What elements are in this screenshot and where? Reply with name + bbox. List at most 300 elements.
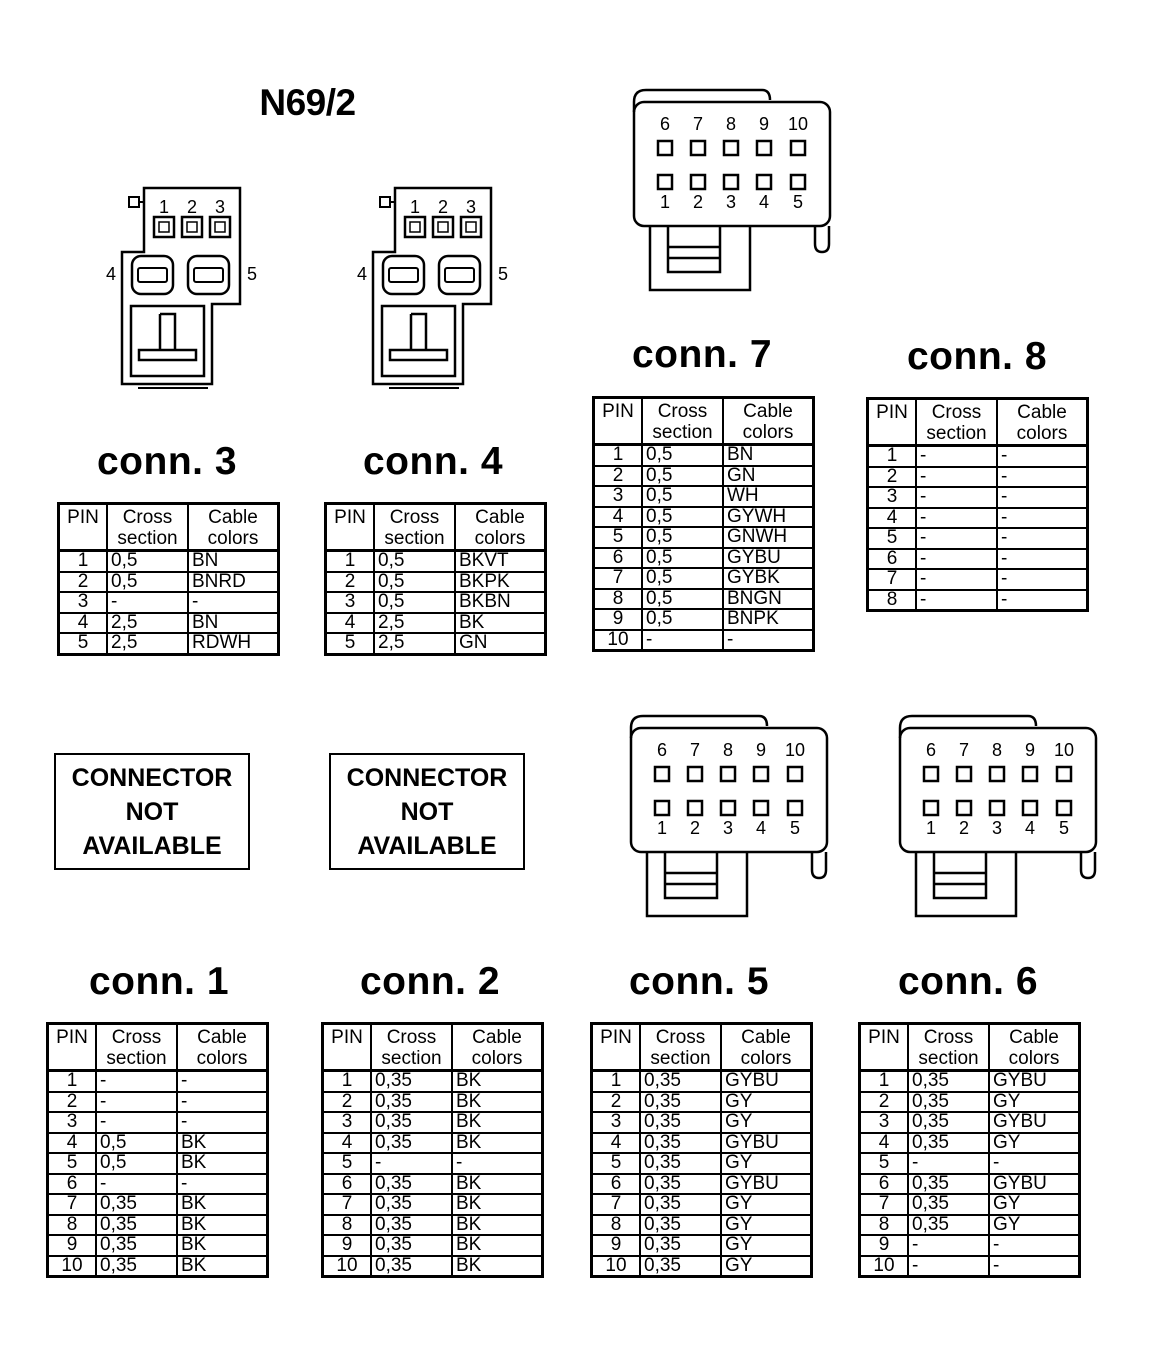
conn6-title: conn. 6 xyxy=(897,960,1039,1003)
cable-color-cell: - xyxy=(997,590,1088,611)
cable-color-cell: BK xyxy=(177,1256,268,1277)
cable-colors-header xyxy=(723,398,814,445)
pin-socket xyxy=(724,141,738,155)
pin-cell: 7 xyxy=(592,1194,641,1215)
cross-section-cell: 0,5 xyxy=(642,568,723,589)
pin-header-line: PIN xyxy=(600,1027,632,1048)
pin-number-label: 9 xyxy=(758,114,770,134)
pin-socket-inner xyxy=(466,222,476,232)
conn7-title: conn. 7 xyxy=(631,333,773,376)
cable-color-cell: GYBU xyxy=(721,1071,812,1092)
pin-number-label: 7 xyxy=(692,114,704,134)
cable-colors-header-line: colors xyxy=(742,422,794,443)
pin-number-label: 5 xyxy=(497,264,509,284)
cross-section-cell: - xyxy=(916,467,997,488)
pin-cell: 6 xyxy=(868,549,917,570)
side-latch xyxy=(812,852,826,878)
cable-colors-header xyxy=(452,1024,543,1071)
cross-section-cell: 0,35 xyxy=(371,1215,452,1236)
cross-section-cell: 0,35 xyxy=(640,1112,721,1133)
pin-cell: 7 xyxy=(860,1194,909,1215)
table-row xyxy=(594,568,814,589)
cross-section-cell: 0,5 xyxy=(374,592,455,613)
pin-header-line: PIN xyxy=(876,402,908,423)
pin-number-label: 1 xyxy=(925,818,937,838)
cross-section-cell: 2,5 xyxy=(107,633,188,654)
cable-colors-header xyxy=(989,1024,1080,1071)
pin-cell: 4 xyxy=(860,1133,909,1154)
cable-color-cell: GY xyxy=(989,1092,1080,1113)
cable-color-cell: - xyxy=(989,1256,1080,1277)
cable-color-cell: BK xyxy=(452,1112,543,1133)
table-row xyxy=(323,1256,543,1277)
cable-color-cell: - xyxy=(997,569,1088,590)
pin-cell: 7 xyxy=(48,1194,97,1215)
table-row xyxy=(594,548,814,569)
pin-header xyxy=(594,398,643,445)
pin-number-label: 5 xyxy=(792,192,804,212)
pin-socket-inner xyxy=(410,222,420,232)
cable-color-cell: BN xyxy=(723,445,814,466)
cross-section-cell: 0,35 xyxy=(371,1071,452,1092)
lock-bar xyxy=(390,350,447,360)
latch-tab xyxy=(129,197,139,207)
cross-section-cell: 0,5 xyxy=(642,466,723,487)
na-line-available: AVAILABLE xyxy=(357,831,497,860)
table-row xyxy=(594,609,814,630)
table-row xyxy=(48,1153,268,1174)
cable-color-cell: BK xyxy=(455,613,546,634)
pin-number-label: 3 xyxy=(214,197,226,217)
table-row xyxy=(868,528,1088,549)
cable-color-cell: GYBU xyxy=(721,1133,812,1154)
connector-1-not-available xyxy=(54,753,250,870)
na-line-not: NOT xyxy=(125,797,179,826)
cable-color-cell: GY xyxy=(721,1256,812,1277)
cross-section-cell: 0,35 xyxy=(908,1092,989,1113)
cross-section-header-line: section xyxy=(650,1048,711,1069)
cable-colors-header-line: Cable xyxy=(741,1027,791,1048)
conn5-title: conn. 5 xyxy=(628,960,770,1003)
cable-color-cell: BK xyxy=(177,1235,268,1256)
cable-color-cell: - xyxy=(177,1071,268,1092)
pin-socket-inner xyxy=(215,222,225,232)
table-row xyxy=(592,1174,812,1195)
pin-number-label: 9 xyxy=(1024,740,1036,760)
connector-6-sketch xyxy=(896,712,1101,922)
cable-color-cell: GY xyxy=(721,1194,812,1215)
pin-socket xyxy=(724,175,738,189)
pin-cell: 10 xyxy=(592,1256,641,1277)
cross-section-header-line: section xyxy=(652,422,713,443)
power-contact xyxy=(194,268,223,282)
cable-color-cell: - xyxy=(997,549,1088,570)
conn5-pin-table xyxy=(590,1022,813,1278)
conn8-title: conn. 8 xyxy=(906,335,1048,378)
pin-cell: 2 xyxy=(868,467,917,488)
pin-socket xyxy=(721,767,735,781)
cable-color-cell: BKVT xyxy=(455,551,546,572)
pin-number-label: 1 xyxy=(656,818,668,838)
pin-number-label: 2 xyxy=(186,197,198,217)
table-row xyxy=(48,1194,268,1215)
table-row xyxy=(48,1174,268,1195)
pin-cell: 5 xyxy=(59,633,108,654)
cross-section-cell: 2,5 xyxy=(374,633,455,654)
conn6-pin-table xyxy=(858,1022,1081,1278)
cross-section-cell: 0,5 xyxy=(107,572,188,593)
cross-section-cell: - xyxy=(642,630,723,651)
pin-cell: 9 xyxy=(592,1235,641,1256)
cross-section-cell: 0,35 xyxy=(640,1215,721,1236)
cross-section-cell: 2,5 xyxy=(107,613,188,634)
pin-number-label: 5 xyxy=(789,818,801,838)
pin-socket xyxy=(757,141,771,155)
cable-color-cell: GY xyxy=(721,1153,812,1174)
table-row xyxy=(592,1092,812,1113)
cable-colors-header-line: colors xyxy=(1008,1048,1060,1069)
cable-color-cell: BK xyxy=(452,1174,543,1195)
cable-color-cell: BK xyxy=(452,1215,543,1236)
cable-color-cell: - xyxy=(452,1153,543,1174)
pin-header xyxy=(592,1024,641,1071)
pin-socket xyxy=(791,175,805,189)
cable-color-cell: RDWH xyxy=(188,633,279,654)
pin-cell: 1 xyxy=(860,1071,909,1092)
cross-section-cell: 0,35 xyxy=(640,1092,721,1113)
cable-color-cell: GY xyxy=(989,1133,1080,1154)
pin-socket xyxy=(957,767,971,781)
pin-cell: 1 xyxy=(48,1071,97,1092)
table-header-row xyxy=(592,1024,812,1071)
side-latch xyxy=(1081,852,1095,878)
pin-number-label: 4 xyxy=(1024,818,1036,838)
pin-header xyxy=(323,1024,372,1071)
cross-section-cell: 0,35 xyxy=(640,1194,721,1215)
pin-number-label: 2 xyxy=(437,197,449,217)
table-row xyxy=(860,1071,1080,1092)
pin-cell: 1 xyxy=(592,1071,641,1092)
cross-section-header-line: section xyxy=(384,528,445,549)
pin-number-label: 5 xyxy=(246,264,258,284)
table-row xyxy=(592,1133,812,1154)
pin-socket xyxy=(655,767,669,781)
cross-section-cell: - xyxy=(916,508,997,529)
lock-frame xyxy=(665,852,717,898)
pin-cell: 1 xyxy=(326,551,375,572)
table-row xyxy=(592,1215,812,1236)
pin-cell: 3 xyxy=(59,592,108,613)
pin-cell: 10 xyxy=(323,1256,372,1277)
cross-section-header xyxy=(96,1024,177,1071)
cross-section-cell: 0,35 xyxy=(908,1071,989,1092)
pin-cell: 2 xyxy=(323,1092,372,1113)
cable-colors-header-line: Cable xyxy=(472,1027,522,1048)
pin-socket xyxy=(924,801,938,815)
cross-section-header-line: section xyxy=(926,423,987,444)
table-row xyxy=(594,527,814,548)
table-row xyxy=(592,1071,812,1092)
side-latch xyxy=(815,226,829,252)
housing-back xyxy=(900,716,1036,728)
cable-color-cell: WH xyxy=(723,486,814,507)
table-row xyxy=(860,1215,1080,1236)
pin-cell: 9 xyxy=(323,1235,372,1256)
cross-section-header-line: section xyxy=(918,1048,979,1069)
cable-color-cell: GN xyxy=(723,466,814,487)
table-row xyxy=(592,1112,812,1133)
table-row xyxy=(59,613,279,634)
cable-color-cell: BK xyxy=(177,1153,268,1174)
pin-cell: 5 xyxy=(48,1153,97,1174)
pin-cell: 5 xyxy=(594,527,643,548)
cable-colors-header xyxy=(997,399,1088,446)
cable-color-cell: GY xyxy=(721,1112,812,1133)
pin-cell: 5 xyxy=(868,528,917,549)
cable-colors-header xyxy=(455,504,546,551)
table-row xyxy=(860,1112,1080,1133)
lock-frame xyxy=(668,226,720,272)
connector-3-sketch xyxy=(100,184,265,392)
table-row xyxy=(860,1153,1080,1174)
cable-color-cell: GYBU xyxy=(723,548,814,569)
pin-socket xyxy=(658,175,672,189)
cable-color-cell: GN xyxy=(455,633,546,654)
pin-socket xyxy=(754,767,768,781)
cable-colors-header-line: colors xyxy=(1016,423,1068,444)
cable-color-cell: BK xyxy=(177,1133,268,1154)
table-row xyxy=(48,1256,268,1277)
cable-colors-header-line: colors xyxy=(474,528,526,549)
pin-number-label: 2 xyxy=(692,192,704,212)
conn2-title: conn. 2 xyxy=(359,960,501,1003)
pin-cell: 3 xyxy=(860,1112,909,1133)
table-row xyxy=(323,1215,543,1236)
pin-number-label: 4 xyxy=(356,264,368,284)
table-row xyxy=(323,1174,543,1195)
cable-color-cell: GYBK xyxy=(723,568,814,589)
power-contact xyxy=(445,268,474,282)
table-row xyxy=(323,1133,543,1154)
pin-cell: 10 xyxy=(860,1256,909,1277)
cross-section-cell: 0,5 xyxy=(96,1153,177,1174)
table-row xyxy=(594,589,814,610)
cross-section-cell: - xyxy=(96,1174,177,1195)
cross-section-cell: 0,35 xyxy=(371,1256,452,1277)
pin-cell: 2 xyxy=(592,1092,641,1113)
table-row xyxy=(48,1235,268,1256)
cross-section-cell: 0,35 xyxy=(640,1071,721,1092)
cable-colors-header-line: Cable xyxy=(197,1027,247,1048)
pin-socket xyxy=(210,217,230,237)
table-row xyxy=(594,445,814,466)
cable-color-cell: - xyxy=(989,1153,1080,1174)
table-row xyxy=(868,569,1088,590)
table-header-row xyxy=(59,504,279,551)
conn1-pin-table xyxy=(46,1022,269,1278)
cable-color-cell: - xyxy=(997,508,1088,529)
pin-cell: 8 xyxy=(594,589,643,610)
cross-section-cell: - xyxy=(916,487,997,508)
pin-cell: 6 xyxy=(594,548,643,569)
pin-socket xyxy=(1023,767,1037,781)
cross-section-cell: - xyxy=(916,549,997,570)
pin-number-label: 5 xyxy=(1058,818,1070,838)
pin-cell: 5 xyxy=(860,1153,909,1174)
cable-colors-header xyxy=(188,504,279,551)
cross-section-cell: 0,35 xyxy=(640,1133,721,1154)
pin-cell: 6 xyxy=(323,1174,372,1195)
cable-color-cell: BNGN xyxy=(723,589,814,610)
cross-section-cell: 0,35 xyxy=(371,1174,452,1195)
table-row xyxy=(592,1256,812,1277)
pin-socket xyxy=(788,801,802,815)
pin-cell: 2 xyxy=(59,572,108,593)
cable-color-cell: BK xyxy=(452,1256,543,1277)
cable-color-cell: - xyxy=(997,487,1088,508)
cable-color-cell: BNRD xyxy=(188,572,279,593)
pin-cell: 5 xyxy=(326,633,375,654)
cable-color-cell: - xyxy=(188,592,279,613)
pin-cell: 8 xyxy=(868,590,917,611)
cable-color-cell: BN xyxy=(188,551,279,572)
pin-number-label: 3 xyxy=(465,197,477,217)
table-row xyxy=(868,590,1088,611)
cross-section-cell: - xyxy=(96,1071,177,1092)
pin-socket-inner xyxy=(438,222,448,232)
cable-colors-header-line: Cable xyxy=(1017,402,1067,423)
conn4-pin-table xyxy=(324,502,547,656)
na-line-connector: CONNECTOR xyxy=(71,763,233,792)
table-row xyxy=(323,1071,543,1092)
connector-4-sketch xyxy=(351,184,516,392)
cable-color-cell: - xyxy=(723,630,814,651)
pin-header xyxy=(326,504,375,551)
pin-cell: 10 xyxy=(594,630,643,651)
pin-number-label: 10 xyxy=(1053,740,1075,760)
cross-section-header-line: Cross xyxy=(931,402,982,423)
table-header-row xyxy=(48,1024,268,1071)
table-header-row xyxy=(860,1024,1080,1071)
table-row xyxy=(868,508,1088,529)
cable-color-cell: GY xyxy=(721,1092,812,1113)
table-row xyxy=(323,1194,543,1215)
cable-colors-header-line: colors xyxy=(207,528,259,549)
cross-section-cell: 0,5 xyxy=(96,1133,177,1154)
cross-section-cell: 0,35 xyxy=(908,1174,989,1195)
table-row xyxy=(868,549,1088,570)
table-row xyxy=(594,466,814,487)
cross-section-cell: 0,35 xyxy=(371,1092,452,1113)
pin-number-label: 3 xyxy=(725,192,737,212)
pin-socket xyxy=(990,801,1004,815)
table-row xyxy=(860,1194,1080,1215)
pin-cell: 3 xyxy=(323,1112,372,1133)
conn7-pin-table xyxy=(592,396,815,652)
cable-color-cell: - xyxy=(177,1174,268,1195)
cross-section-header xyxy=(640,1024,721,1071)
pin-cell: 5 xyxy=(592,1153,641,1174)
cross-section-header-line: Cross xyxy=(655,1027,706,1048)
pin-cell: 8 xyxy=(860,1215,909,1236)
housing-back xyxy=(631,716,767,728)
lock-stem xyxy=(160,314,175,350)
table-row xyxy=(323,1112,543,1133)
pin-number-label: 1 xyxy=(158,197,170,217)
cable-color-cell: - xyxy=(177,1112,268,1133)
cable-colors-header-line: Cable xyxy=(743,401,793,422)
cross-section-cell: 0,5 xyxy=(642,527,723,548)
pin-cell: 3 xyxy=(594,486,643,507)
cross-section-cell: - xyxy=(908,1153,989,1174)
pin-cell: 4 xyxy=(326,613,375,634)
cross-section-cell: 0,5 xyxy=(642,548,723,569)
pin-header-line: PIN xyxy=(67,507,99,528)
pin-cell: 6 xyxy=(592,1174,641,1195)
table-header-row xyxy=(326,504,546,551)
pin-header xyxy=(860,1024,909,1071)
cable-color-cell: GYBU xyxy=(989,1174,1080,1195)
table-row xyxy=(59,572,279,593)
cross-section-cell: 0,35 xyxy=(371,1235,452,1256)
pin-cell: 3 xyxy=(48,1112,97,1133)
cross-section-cell: - xyxy=(96,1112,177,1133)
cross-section-cell: 0,5 xyxy=(642,609,723,630)
cross-section-cell: 0,5 xyxy=(374,551,455,572)
cross-section-header xyxy=(908,1024,989,1071)
cross-section-cell: 0,35 xyxy=(96,1256,177,1277)
cable-color-cell: - xyxy=(997,528,1088,549)
table-row xyxy=(326,572,546,593)
pin-number-label: 3 xyxy=(722,818,734,838)
pin-header-line: PIN xyxy=(56,1027,88,1048)
cable-color-cell: BK xyxy=(177,1215,268,1236)
cross-section-header-line: Cross xyxy=(389,507,440,528)
lock-bar xyxy=(139,350,196,360)
table-row xyxy=(860,1092,1080,1113)
pin-socket xyxy=(691,175,705,189)
cross-section-header xyxy=(371,1024,452,1071)
cross-section-header xyxy=(374,504,455,551)
pin-socket xyxy=(924,767,938,781)
pin-cell: 4 xyxy=(323,1133,372,1154)
pin-number-label: 7 xyxy=(689,740,701,760)
cable-colors-header-line: colors xyxy=(196,1048,248,1069)
pin-socket xyxy=(791,141,805,155)
lock-window xyxy=(382,306,455,376)
cable-color-cell: - xyxy=(177,1092,268,1113)
table-row xyxy=(48,1133,268,1154)
pin-number-label: 4 xyxy=(758,192,770,212)
cable-color-cell: BK xyxy=(452,1235,543,1256)
cross-section-cell: 0,35 xyxy=(640,1153,721,1174)
conn3-pin-table xyxy=(57,502,280,656)
pin-cell: 6 xyxy=(860,1174,909,1195)
cable-color-cell: BNPK xyxy=(723,609,814,630)
pin-socket xyxy=(461,217,481,237)
pin-cell: 5 xyxy=(323,1153,372,1174)
pin-cell: 6 xyxy=(48,1174,97,1195)
pin-cell: 4 xyxy=(59,613,108,634)
pin-socket xyxy=(757,175,771,189)
cross-section-cell: 0,35 xyxy=(908,1133,989,1154)
pin-number-label: 1 xyxy=(659,192,671,212)
cable-color-cell: BK xyxy=(452,1194,543,1215)
pin-cell: 1 xyxy=(323,1071,372,1092)
cross-section-header xyxy=(107,504,188,551)
table-row xyxy=(594,507,814,528)
cable-colors-header-line: Cable xyxy=(208,507,258,528)
